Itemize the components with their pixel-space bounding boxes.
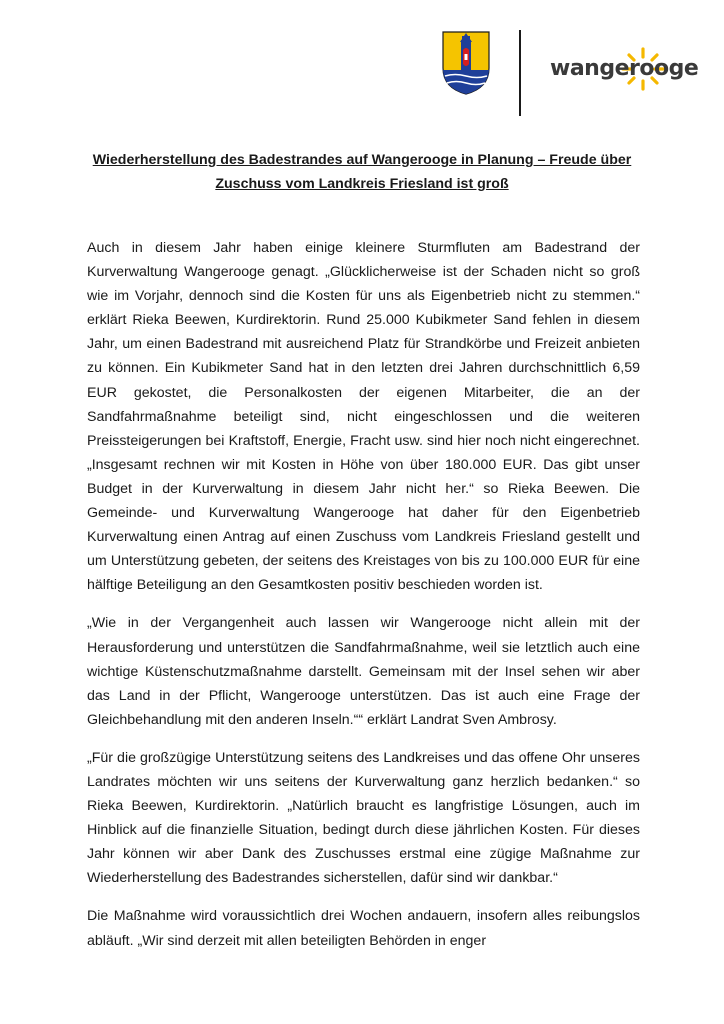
document-title bbox=[82, 148, 642, 196]
paragraph-3: „Für die großzügige Unterstützung seitens des Landkreises und das offene Ohr unseres Landrates möchten wir uns seitens der Kurverwaltung ganz herzlich bedanken.“ so Rieka Beewen, Kurdirektorin. „Natürlich braucht es langfristige Lösungen, auch im Hinblick auf die finanzielle Situation, bedingt durch diese jährlichen Kosten. Für dieses Jahr können wir aber Dank des Zuschusses erstmal eine zügige Maßnahme zur Wiederherstellung des Badestrandes sicherstellen, dafür sind wir dankbar.“ bbox=[87, 749, 640, 887]
paragraph-2: „Wie in der Vergangenheit auch lassen wir Wangerooge nicht allein mit der Herausforderung und unterstützen die Sandfahrmaßnahme, weil sie letztlich auch eine wichtige Küstenschutzmaßnahme darstellt. Gemeinsam mit der Insel sehen wir aber das Land in der Pflicht, Wangerooge unterstützen. Das ist auch eine Frage der Gleichbehandlung mit den anderen Inseln.““ erklärt Landrat Sven Ambrosy. bbox=[87, 615, 640, 728]
coat-of-arms-icon bbox=[441, 30, 491, 96]
paragraph-4: Die Maßnahme wird voraussichtlich drei Wochen andauern, insofern alles reibungslos abläuft. „Wir sind derzeit mit allen beteiligten Behörden in enger bbox=[87, 908, 640, 949]
brand-name: wangerooge bbox=[550, 56, 699, 81]
document-body bbox=[87, 236, 640, 967]
title-line-1: Wiederherstellung des Badestrandes auf Wangerooge in Planung – Freude über bbox=[92, 152, 632, 168]
page-header bbox=[0, 26, 724, 126]
paragraph-1: Auch in diesem Jahr haben einige kleinere Sturmfluten am Badestrand der Kurverwaltung Wangerooge genagt. „Glücklicherweise ist der Schaden nicht so groß wie im Vorjahr, dennoch sind die Kosten für uns als Eigenbetrieb nicht zu stemmen.“ erklärt Rieka Beewen, Kurdirektorin. Rund 25.000 Kubikmeter Sand fehlen in diesem Jahr, um einen Badestrand mit ausreichend Platz für Strandkörbe und Freizeit anbieten zu können. Ein Kubikmeter Sand hat in den letzten drei Jahren durchschnittlich 6,59 EUR gekostet, die Personalkosten der eigenen Mitarbeiter, die an der Sandfahrmaßnahme beteiligt sind, nicht eingeschlossen und die weiteren Preissteigerungen bei Kraftstoff, Energie, Fracht usw. sind hier noch nicht eingerechnet. „Insgesamt rechnen wir mit Kosten in Höhe von über 180.000 EUR. Das gibt unser Budget in der Kurverwaltung in diesem Jahr nicht her.“ so Rieka Beewen. Die Gemeinde- und Kurverwaltung Wangerooge hat daher für den Eigenbetrieb Kurverwaltung einen Antrag auf einen Zuschuss vom Landkreis Friesland gestellt und um Unterstützung gebeten, der seitens des Kreistages von bis zu 100.000 EUR für eine hälftige Beteiligung an den Gesamtkosten positiv beschieden worden ist. bbox=[87, 240, 640, 594]
header-divider bbox=[519, 30, 521, 116]
title-line-2: Zuschuss vom Landkreis Friesland ist groß bbox=[215, 176, 509, 192]
wangerooge-logo bbox=[550, 46, 700, 96]
